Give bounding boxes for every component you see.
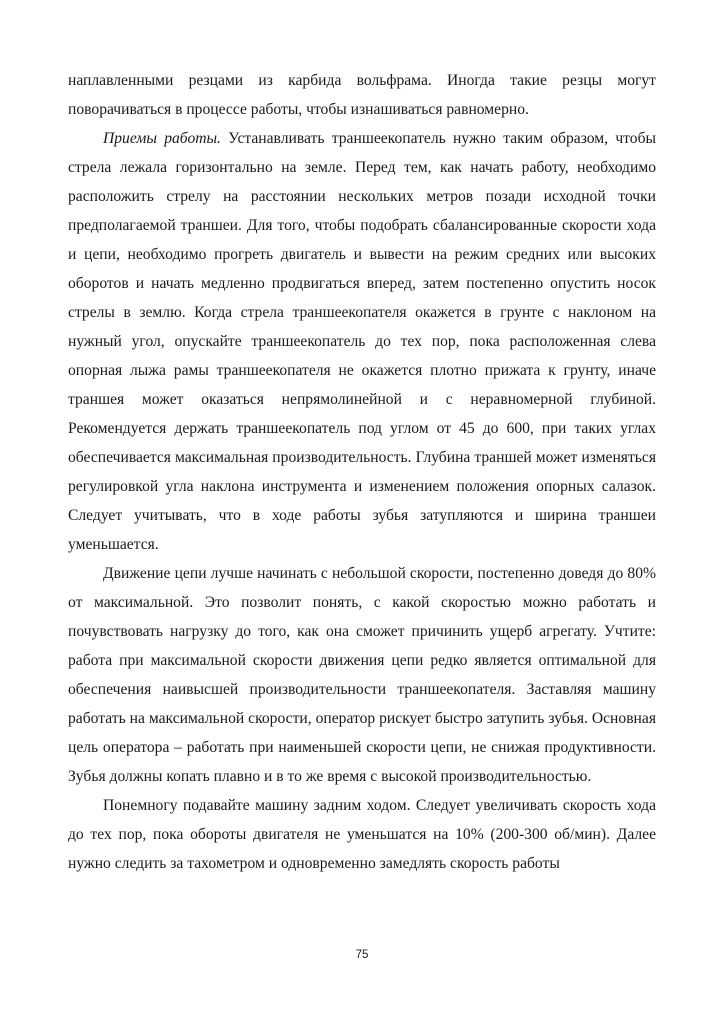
- paragraph-chain-speed: Движение цепи лучше начинать с небольшой скорости, постепенно доведя до 80% от максимальной. Это позволит понять, с какой скоростью можно работать и почувствовать нагрузку до того, как она сможет причинить ущерб агрегату. Учтите: работа при максимальной скорости движения цепи редко является оптимальной для обеспечения наивысшей производительности траншеекопателя. Заставляя машину работать на максимальной скорости, оператор рискует быстро затупить зубья. Основная цель оператора – работать при наименьшей скорости цепи, не снижая продуктивности. Зубья должны копать плавно и в то же время с высокой производительностью.: [68, 565, 656, 785]
- page-number: 75: [355, 949, 369, 961]
- paragraph-techniques: [68, 124, 656, 559]
- paragraph-reverse: Понемногу подавайте машину задним ходом. Следует увеличивать скорость хода до тех пор, пока обороты двигателя не уменьшатся на 10% (200-300 об/мин). Далее нужно следить за тахометром и одновременно замедлять скорость работы: [68, 797, 656, 872]
- paragraph-techniques-text: Устанавливать траншеекопатель нужно таким образом, чтобы стрела лежала горизонтально на земле. Перед тем, как начать работу, необходимо расположить стрелу на расстоянии нескольких метров позади исходной точки предполагаемой траншеи. Для того, чтобы подобрать сбалансированные скорости хода и цепи, необходимо прогреть двигатель и вывести на режим средних или высоких оборотов и начать медленно продвигаться вперед, затем постепенно опустить носок стрелы в землю. Когда стрела траншеекопателя окажется в грунте с наклоном на нужный угол, опускайте траншеекопатель до тех пор, пока расположенная слева опорная лыжа рамы траншеекопателя не окажется плотно прижата к грунту, иначе траншея может оказаться непрямолинейной и с неравномерной глубиной. Рекомендуется держать траншеекопатель под углом от 45 до 600, при таких углах обеспечивается максимальная производительность. Глубина траншей может изменяться регулировкой угла наклона инструмента и изменением положения опорных салазок. Следует учитывать, что в ходе работы зубья затупляются и ширина траншеи уменьшается.: [68, 130, 657, 553]
- body-text: [68, 66, 656, 878]
- paragraph-continued: наплавленными резцами из карбида вольфрама. Иногда такие резцы могут поворачиваться в процессе работы, чтобы изнашиваться равномерно.: [68, 72, 656, 118]
- section-heading-techniques: Приемы работы.: [103, 130, 221, 147]
